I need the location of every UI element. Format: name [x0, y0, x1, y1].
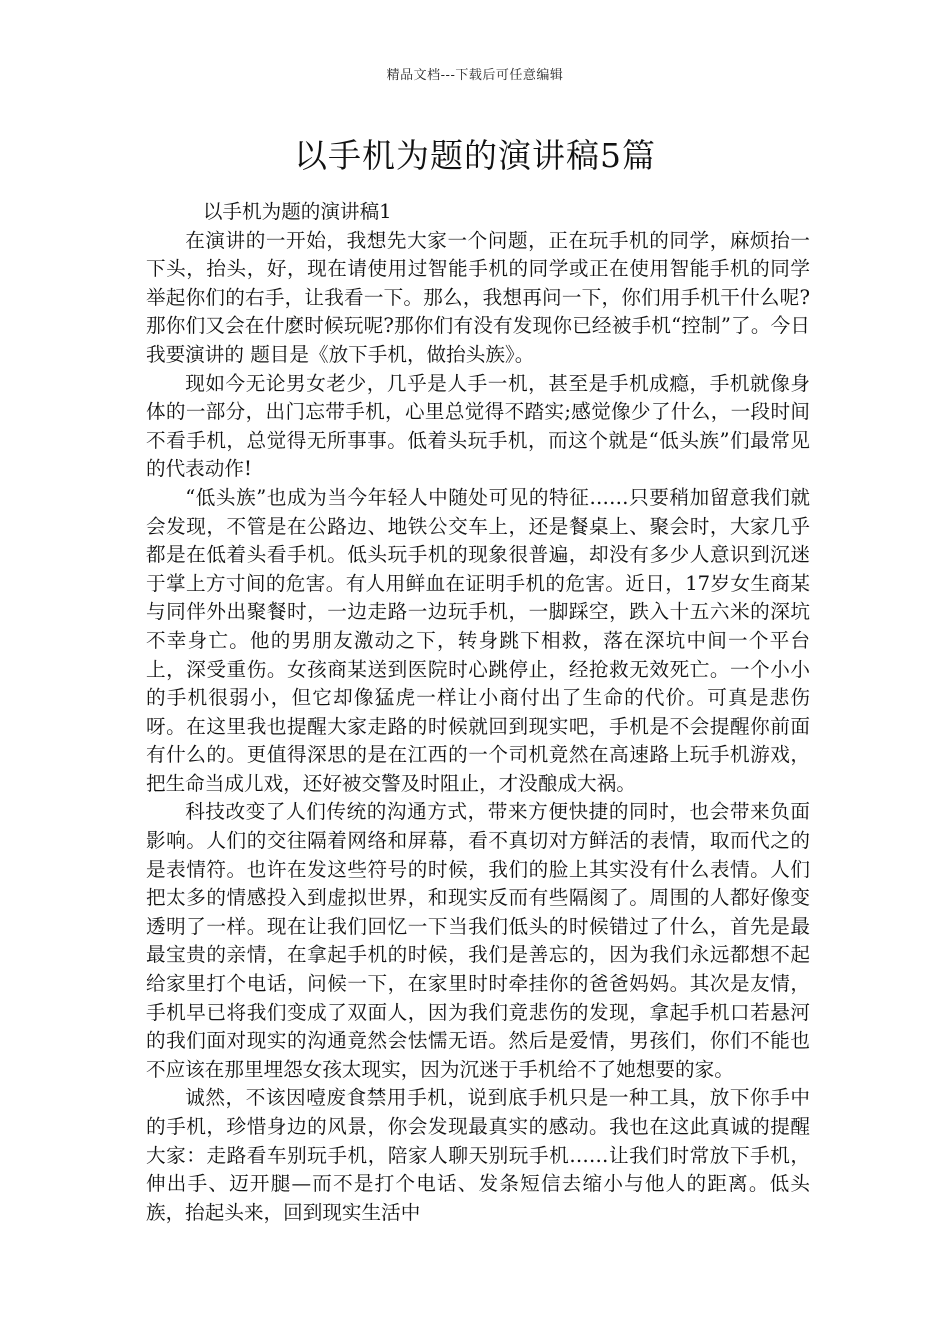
document-title: 以手机为题的演讲稿5篇 [294, 136, 656, 175]
body-paragraph: 现如今无论男女老少，几乎是人手一机，甚至是手机成瘾，手机就像身体的一部分，出门忘带手机，心里总觉得不踏实;感觉像少了什么，一段时间不看手机，总觉得无所事事。低着头玩手机，而这个就是“低头族”们最常见的代表动作! [146, 371, 810, 481]
body-paragraph: 在演讲的一开始，我想先大家一个问题，正在玩手机的同学，麻烦抬一下头，抬头，好，现在请使用过智能手机的同学或正在使用智能手机的同学举起你们的右手，让我看一下。那么，我想再问一下，你们用手机干什么呢?那你们又会在什麽时候玩呢?那你们有没有发现你已经被手机“控制”了。今日我要演讲的 题目是《放下手机，做抬头族》。 [146, 228, 810, 366]
body-paragraph: 诚然，不该因噎废食禁用手机，说到底手机只是一种工具，放下你手中的手机，珍惜身边的风景，你会发现最真实的感动。我也在这此真诚的提醒大家：走路看车别玩手机，陪家人聊天别玩手机……让我们时常放下手机，伸出手、迈开腿—而不是打个电话、发条短信去缩小与他人的距离。低头族，抬起头来，回到现实生活中 [146, 1086, 810, 1224]
body-paragraph: 科技改变了人们传统的沟通方式，带来方便快捷的同时，也会带来负面影响。人们的交往隔着网络和屏幕，看不真切对方鲜活的表情，取而代之的是表情符。也许在发这些符号的时候，我们的脸上其实没有什么表情。人们把太多的情感投入到虚拟世界，和现实反而有些隔阂了。周围的人都好像变透明了一样。现在让我们回忆一下当我们低头的时候错过了什么，首先是最最宝贵的亲情，在拿起手机的时候，我们是善忘的，因为我们永远都想不起给家里打个电话，问候一下，在家里时时牵挂你的爸爸妈妈。其次是友情，手机早已将我们变成了双面人，因为我们竟悲伤的发现，拿起手机口若悬河的我们面对现实的沟通竟然会怯懦无语。然后是爱情，男孩们，你们不能也不应该在那里埋怨女孩太现实，因为沉迷于手机给不了她想要的家。 [146, 800, 810, 1081]
section-heading: 以手机为题的演讲稿1 [202, 200, 392, 223]
body-paragraph: “低头族”也成为当今年轻人中随处可见的特征……只要稍加留意我们就会发现，不管是在公路边、地铁公交车上，还是餐桌上、聚会时，大家几乎都是在低着头看手机。低头玩手机的现象很普遍，却没有多少人意识到沉迷于掌上方寸间的危害。有人用鲜血在证明手机的危害。近日，17岁女生商某与同伴外出聚餐时，一边走路一边玩手机，一脚踩空，跌入十五六米的深坑不幸身亡。他的男朋友激动之下，转身跳下相救，落在深坑中间一个平台上，深受重伤。女孩商某送到医院时心跳停止，经抢救无效死亡。一个小小的手机很弱小，但它却像猛虎一样让小商付出了生命的代价。可真是悲伤呀。在这里我也提醒大家走路的时候就回到现实吧，手机是不会提醒你前面有什么的。更值得深思的是在江西的一个司机竟然在高速路上玩手机游戏，把生命当成儿戏，还好被交警及时阻止，才没酿成大祸。 [146, 485, 810, 795]
document-body [146, 198, 810, 1227]
header-note: 精品文档---下载后可任意编辑 [386, 68, 564, 83]
